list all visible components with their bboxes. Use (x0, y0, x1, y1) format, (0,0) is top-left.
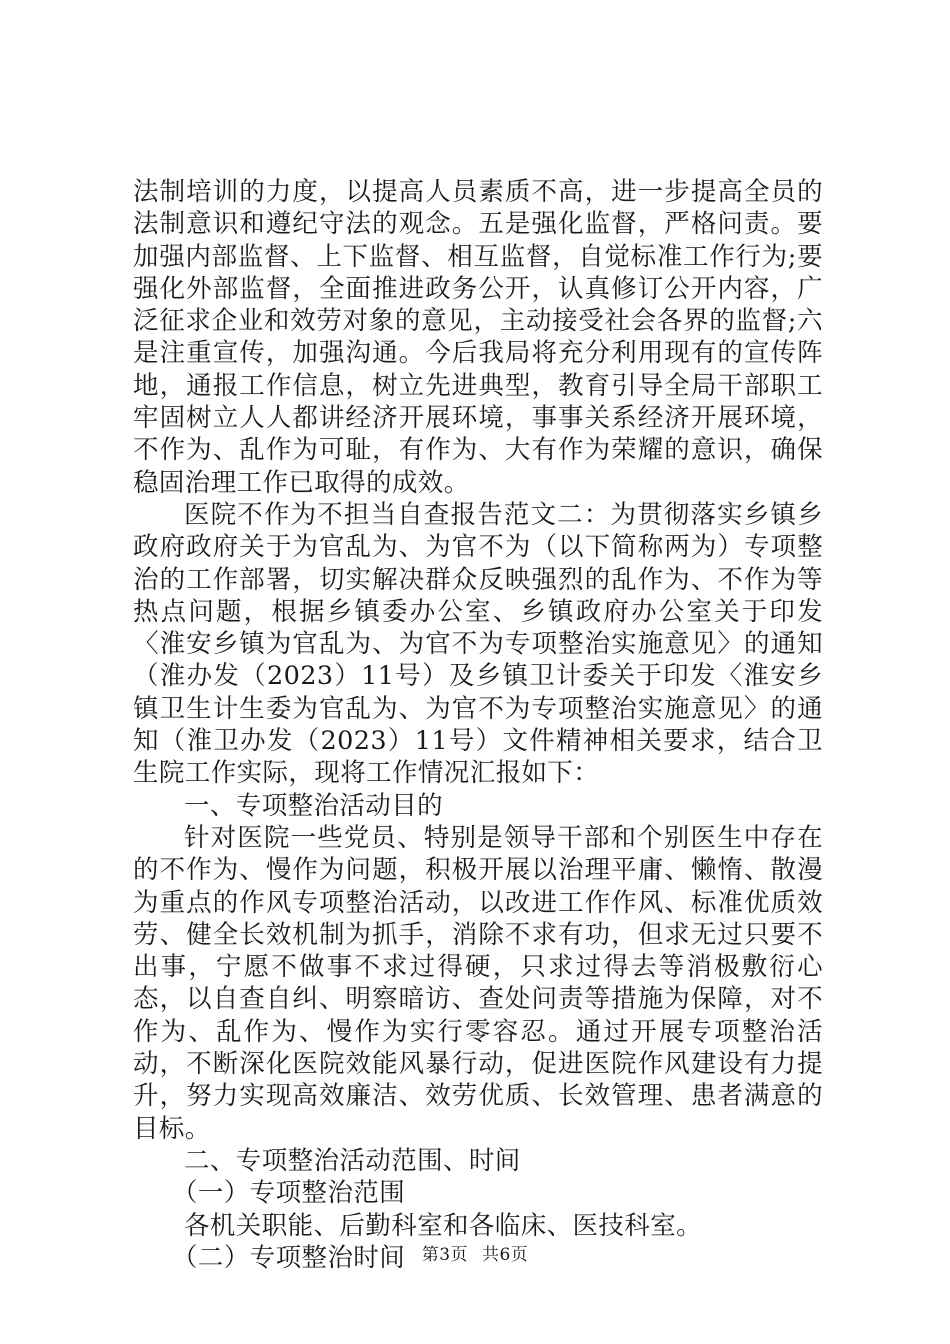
subheading-scope: （一）专项整治范围 (172, 1178, 406, 1209)
paragraph-purpose: 针对医院一些党员、特别是领导干部和个别医生中存在的不作为、慢作为问题，积极开展以治理平庸、懒惰、散漫为重点的作风专项整治活动，以改进工作作风、标准优质效劳、健全长效机制为抓手，消除不求有功，但求无过只要不出事，宁愿不做事不求过得硬，只求过得去等消极敷衍心态，以自查自纠、明察暗访、查处问责等措施为保障，对不作为、乱作为、慢作为实行零容忍。通过开展专项整治活动，不断深化医院效能风暴行动，促进医院作风建设有力提升，努力实现高效廉洁、效劳优质、长效管理、患者满意的目标。 (133, 822, 823, 1144)
section-heading-scope-time: 二、专项整治活动范围、时间 (184, 1145, 521, 1176)
paragraph-report-intro: 医院不作为不担当自查报告范文二：为贯彻落实乡镇乡政府政府关于为官乱为、为官不为（以下简称两为）专项整治的工作部署，切实解决群众反映强烈的乱作为、不作为等热点问题，根据乡镇委办公室、乡镇政府办公室关于印发〈淮安乡镇为官乱为、为官不为专项整治实施意见〉的通知（淮办发（2023）11号）及乡镇卫计委关于印发〈淮安乡镇卫生计生委为官乱为、为官不为专项整治实施意见〉的通知（淮卫办发（2023）11号）文件精神相关要求，结合卫生院工作实际，现将工作情况汇报如下： (133, 499, 823, 789)
paragraph-continuation: 法制培训的力度，以提高人员素质不高，进一步提高全员的法制意识和遵纪守法的观念。五是强化监督，严格问责。要加强内部监督、上下监督、相互监督，自觉标准工作行为;要强化外部监督，全面推进政务公开，认真修订公开内容，广泛征求企业和效劳对象的意见，主动接受社会各界的监督;六是注重宣传，加强沟通。今后我局将充分利用现有的宣传阵地，通报工作信息，树立先进典型，教育引导全局干部职工牢固树立人人都讲经济开展环境，事事关系经济开展环境，不作为、乱作为可耻，有作为、大有作为荣耀的意识，确保稳固治理工作已取得的成效。 (133, 177, 823, 498)
paragraph-scope: 各机关职能、后勤科室和各临床、医技科室。 (184, 1210, 703, 1241)
page-total: 共6页 (481, 1245, 529, 1265)
page-number: 第3页 (421, 1245, 469, 1265)
document-body (133, 176, 823, 1274)
subheading-time: （二）专项整治时间 (172, 1242, 406, 1273)
section-heading-purpose: 一、专项整治活动目的 (184, 790, 444, 821)
page-footer (0, 1240, 950, 1265)
